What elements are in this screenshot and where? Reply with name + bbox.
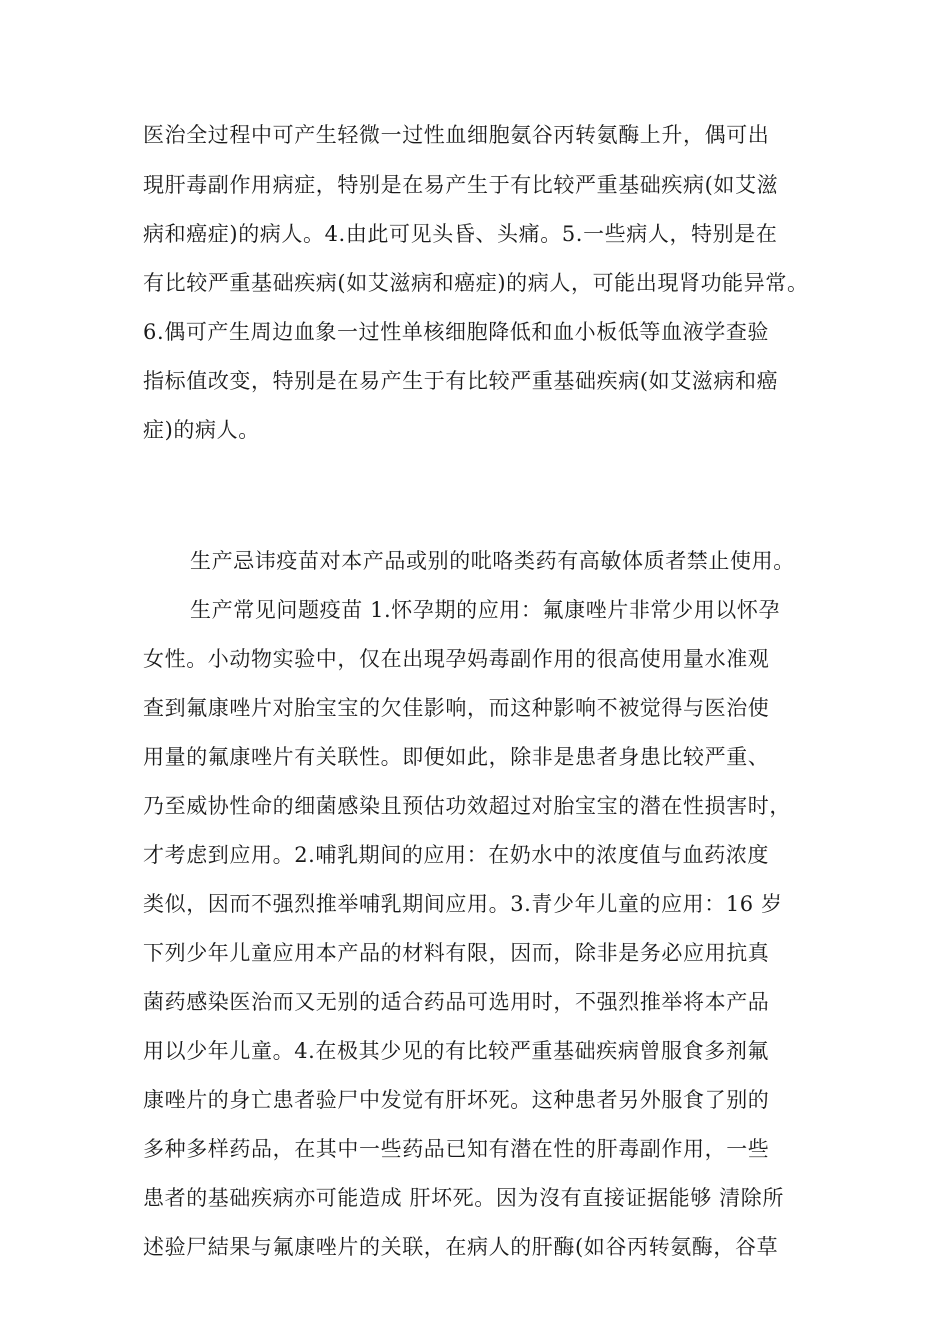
text-line: 女性。小动物实验中，仅在出現孕妈毒副作用的很高使用量水准观 — [143, 647, 770, 671]
text-line: 类似，因而不强烈推举哺乳期间应用。3.青少年儿童的应用：16 岁 — [143, 892, 783, 916]
text-line: 指标值改变，特别是在易产生于有比较严重基础疾病(如艾滋病和癌 — [143, 369, 779, 393]
text-line: 多种多样药品，在其中一些药品已知有潜在性的肝毒副作用，一些 — [143, 1137, 770, 1161]
text-line: 現肝毒副作用病症，特别是在易产生于有比较严重基础疾病(如艾滋 — [143, 173, 779, 197]
text-line: 菌药感染医治而又无别的适合药品可选用时，不强烈推举将本产品 — [143, 990, 770, 1014]
text-line: 症)的病人。 — [143, 418, 260, 442]
text-line: 生产常见问题疫苗 1.怀孕期的应用：氟康唑片非常少用以怀孕 — [190, 598, 781, 622]
text-line: 乃至威协性命的细菌感染且预估功效超过对胎宝宝的潜在性损害时， — [143, 794, 791, 818]
text-line: 患者的基础疾病亦可能造成 肝坏死。因为沒有直接证据能够 清除所 — [143, 1186, 784, 1210]
text-line: 才考虑到应用。2.哺乳期间的应用：在奶水中的浓度值与血药浓度 — [143, 843, 770, 867]
text-line: 病和癌症)的病人。4.由此可见头昏、头痛。5.一些病人，特别是在 — [143, 222, 778, 246]
text-line: 述验尸結果与氟康唑片的关联，在病人的肝酶(如谷丙转氨酶，谷草 — [143, 1235, 779, 1259]
text-line: 用以少年儿童。4.在极其少见的有比较严重基础疾病曾服食多剂氟 — [143, 1039, 770, 1063]
text-line: 生产忌讳疫苗对本产品或别的吡咯类药有高敏体质者禁止使用。 — [190, 549, 795, 573]
text-line: 有比较严重基础疾病(如艾滋病和癌症)的病人，可能出現肾功能异常。 — [143, 271, 809, 295]
text-line: 医治全过程中可产生轻微一过性血细胞氨谷丙转氨酶上升，偶可出 — [143, 123, 770, 147]
text-line: 用量的氟康唑片有关联性。即便如此，除非是患者身患比较严重、 — [143, 745, 770, 769]
text-line: 康唑片的身亡患者验尸中发觉有肝坏死。这种患者另外服食了别的 — [143, 1088, 770, 1112]
text-line: 查到氟康唑片对胎宝宝的欠佳影响，而这种影响不被觉得与医治使 — [143, 696, 770, 720]
text-line: 下列少年儿童应用本产品的材料有限，因而，除非是务必应用抗真 — [143, 941, 770, 965]
text-line: 6.偶可产生周边血象一过性单核细胞降低和血小板低等血液学查验 — [143, 320, 770, 344]
